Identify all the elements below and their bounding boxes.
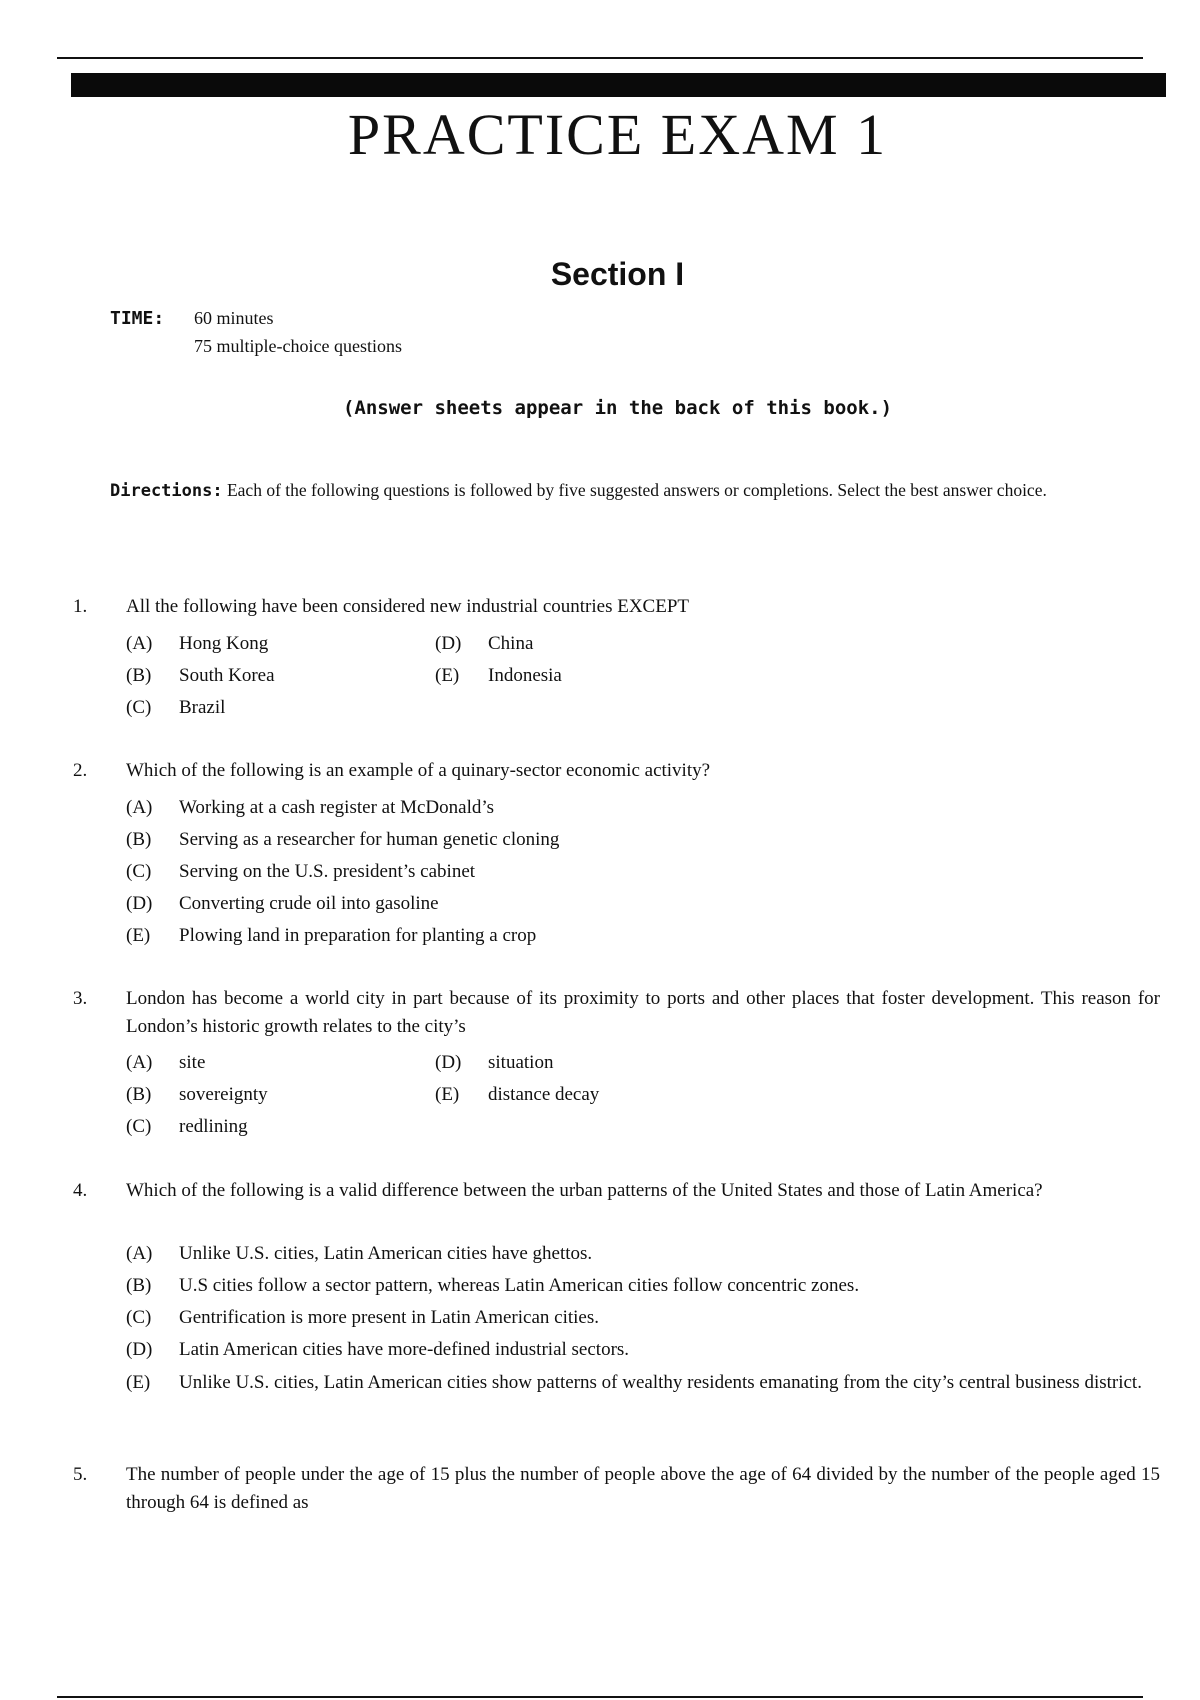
option-text: situation <box>488 1052 554 1073</box>
question-number: 3. <box>73 988 88 1009</box>
question-number: 2. <box>73 760 88 781</box>
directions-label: Directions: <box>110 481 223 501</box>
option-letter: (E) <box>126 1372 151 1393</box>
option-text: Serving on the U.S. president’s cabinet <box>179 861 476 882</box>
option-letter: (E) <box>435 665 460 686</box>
question-number: 1. <box>73 596 88 617</box>
option-letter: (A) <box>126 1052 153 1073</box>
option-letter: (A) <box>126 1243 153 1264</box>
option-text: Working at a cash register at McDonald’s <box>179 797 495 818</box>
option-text: Brazil <box>179 697 226 718</box>
option-letter: (C) <box>126 1116 152 1137</box>
option-letter: (C) <box>126 1307 152 1328</box>
exam-title: PRACTICE EXAM 1 <box>347 102 888 167</box>
option-letter: (B) <box>126 829 152 850</box>
option-text: sovereignty <box>179 1084 268 1105</box>
option-text: China <box>488 633 534 654</box>
question-text: London has become a world city in part because of its proximity to ports and other places that foster development. This reason for London’s historic growth relates to the city’s <box>126 988 1160 1037</box>
question-count: 75 multiple-choice questions <box>194 336 402 356</box>
time-details <box>194 304 402 360</box>
time-duration: 60 minutes <box>194 308 274 328</box>
option-letter: (E) <box>126 925 151 946</box>
option-text: Plowing land in preparation for planting a crop <box>179 925 537 946</box>
option-letter: (D) <box>435 1052 462 1073</box>
answer-sheet-note: (Answer sheets appear in the back of this book.) <box>342 397 893 419</box>
option-text: Indonesia <box>488 665 562 686</box>
option-text: distance decay <box>488 1084 600 1105</box>
option-text: U.S cities follow a sector pattern, whereas Latin American cities follow concentric zones. <box>179 1275 860 1296</box>
directions <box>110 478 1130 504</box>
question-text: All the following have been considered new industrial countries EXCEPT <box>126 596 690 617</box>
option-letter: (A) <box>126 797 153 818</box>
option-letter: (C) <box>126 861 152 882</box>
section-title: Section I <box>550 256 685 292</box>
top-rule <box>57 57 1143 59</box>
option-letter: (A) <box>126 633 153 654</box>
question-number: 4. <box>73 1180 88 1201</box>
option-text: Hong Kong <box>179 633 269 654</box>
option-text: redlining <box>179 1116 248 1137</box>
option-text: South Korea <box>179 665 275 686</box>
option-letter: (D) <box>126 1339 153 1360</box>
option-letter: (C) <box>126 697 152 718</box>
question-number: 5. <box>73 1464 88 1485</box>
question-text: Which of the following is a valid difference between the urban patterns of the United States and those of Latin America? <box>126 1180 1043 1201</box>
directions-text: Each of the following questions is followed by five suggested answers or completions. Select the best answer choice. <box>222 480 1047 500</box>
option-letter: (D) <box>126 893 153 914</box>
option-text: Gentrification is more present in Latin American cities. <box>179 1307 599 1328</box>
question-text: Which of the following is an example of a quinary-sector economic activity? <box>126 760 711 781</box>
question-text: The number of people under the age of 15 plus the number of people above the age of 64 divided by the number of the people aged 15 through 64 is defined as <box>126 1464 1160 1513</box>
option-text: Latin American cities have more-defined industrial sectors. <box>179 1339 630 1360</box>
option-text: Unlike U.S. cities, Latin American cities have ghettos. <box>179 1243 593 1264</box>
option-letter: (D) <box>435 633 462 654</box>
bottom-rule <box>57 1696 1143 1698</box>
option-letter: (B) <box>126 665 152 686</box>
header-bar <box>71 73 1166 97</box>
option-letter: (B) <box>126 1084 152 1105</box>
option-letter: (B) <box>126 1275 152 1296</box>
option-text: site <box>179 1052 206 1073</box>
option-text: Serving as a researcher for human genetic cloning <box>179 829 560 850</box>
option-letter: (E) <box>435 1084 460 1105</box>
option-text: Converting crude oil into gasoline <box>179 893 439 914</box>
time-label: TIME: <box>110 308 165 329</box>
option-text: Unlike U.S. cities, Latin American cities show patterns of wealthy residents emanating from the city’s central business district. <box>179 1372 1142 1393</box>
